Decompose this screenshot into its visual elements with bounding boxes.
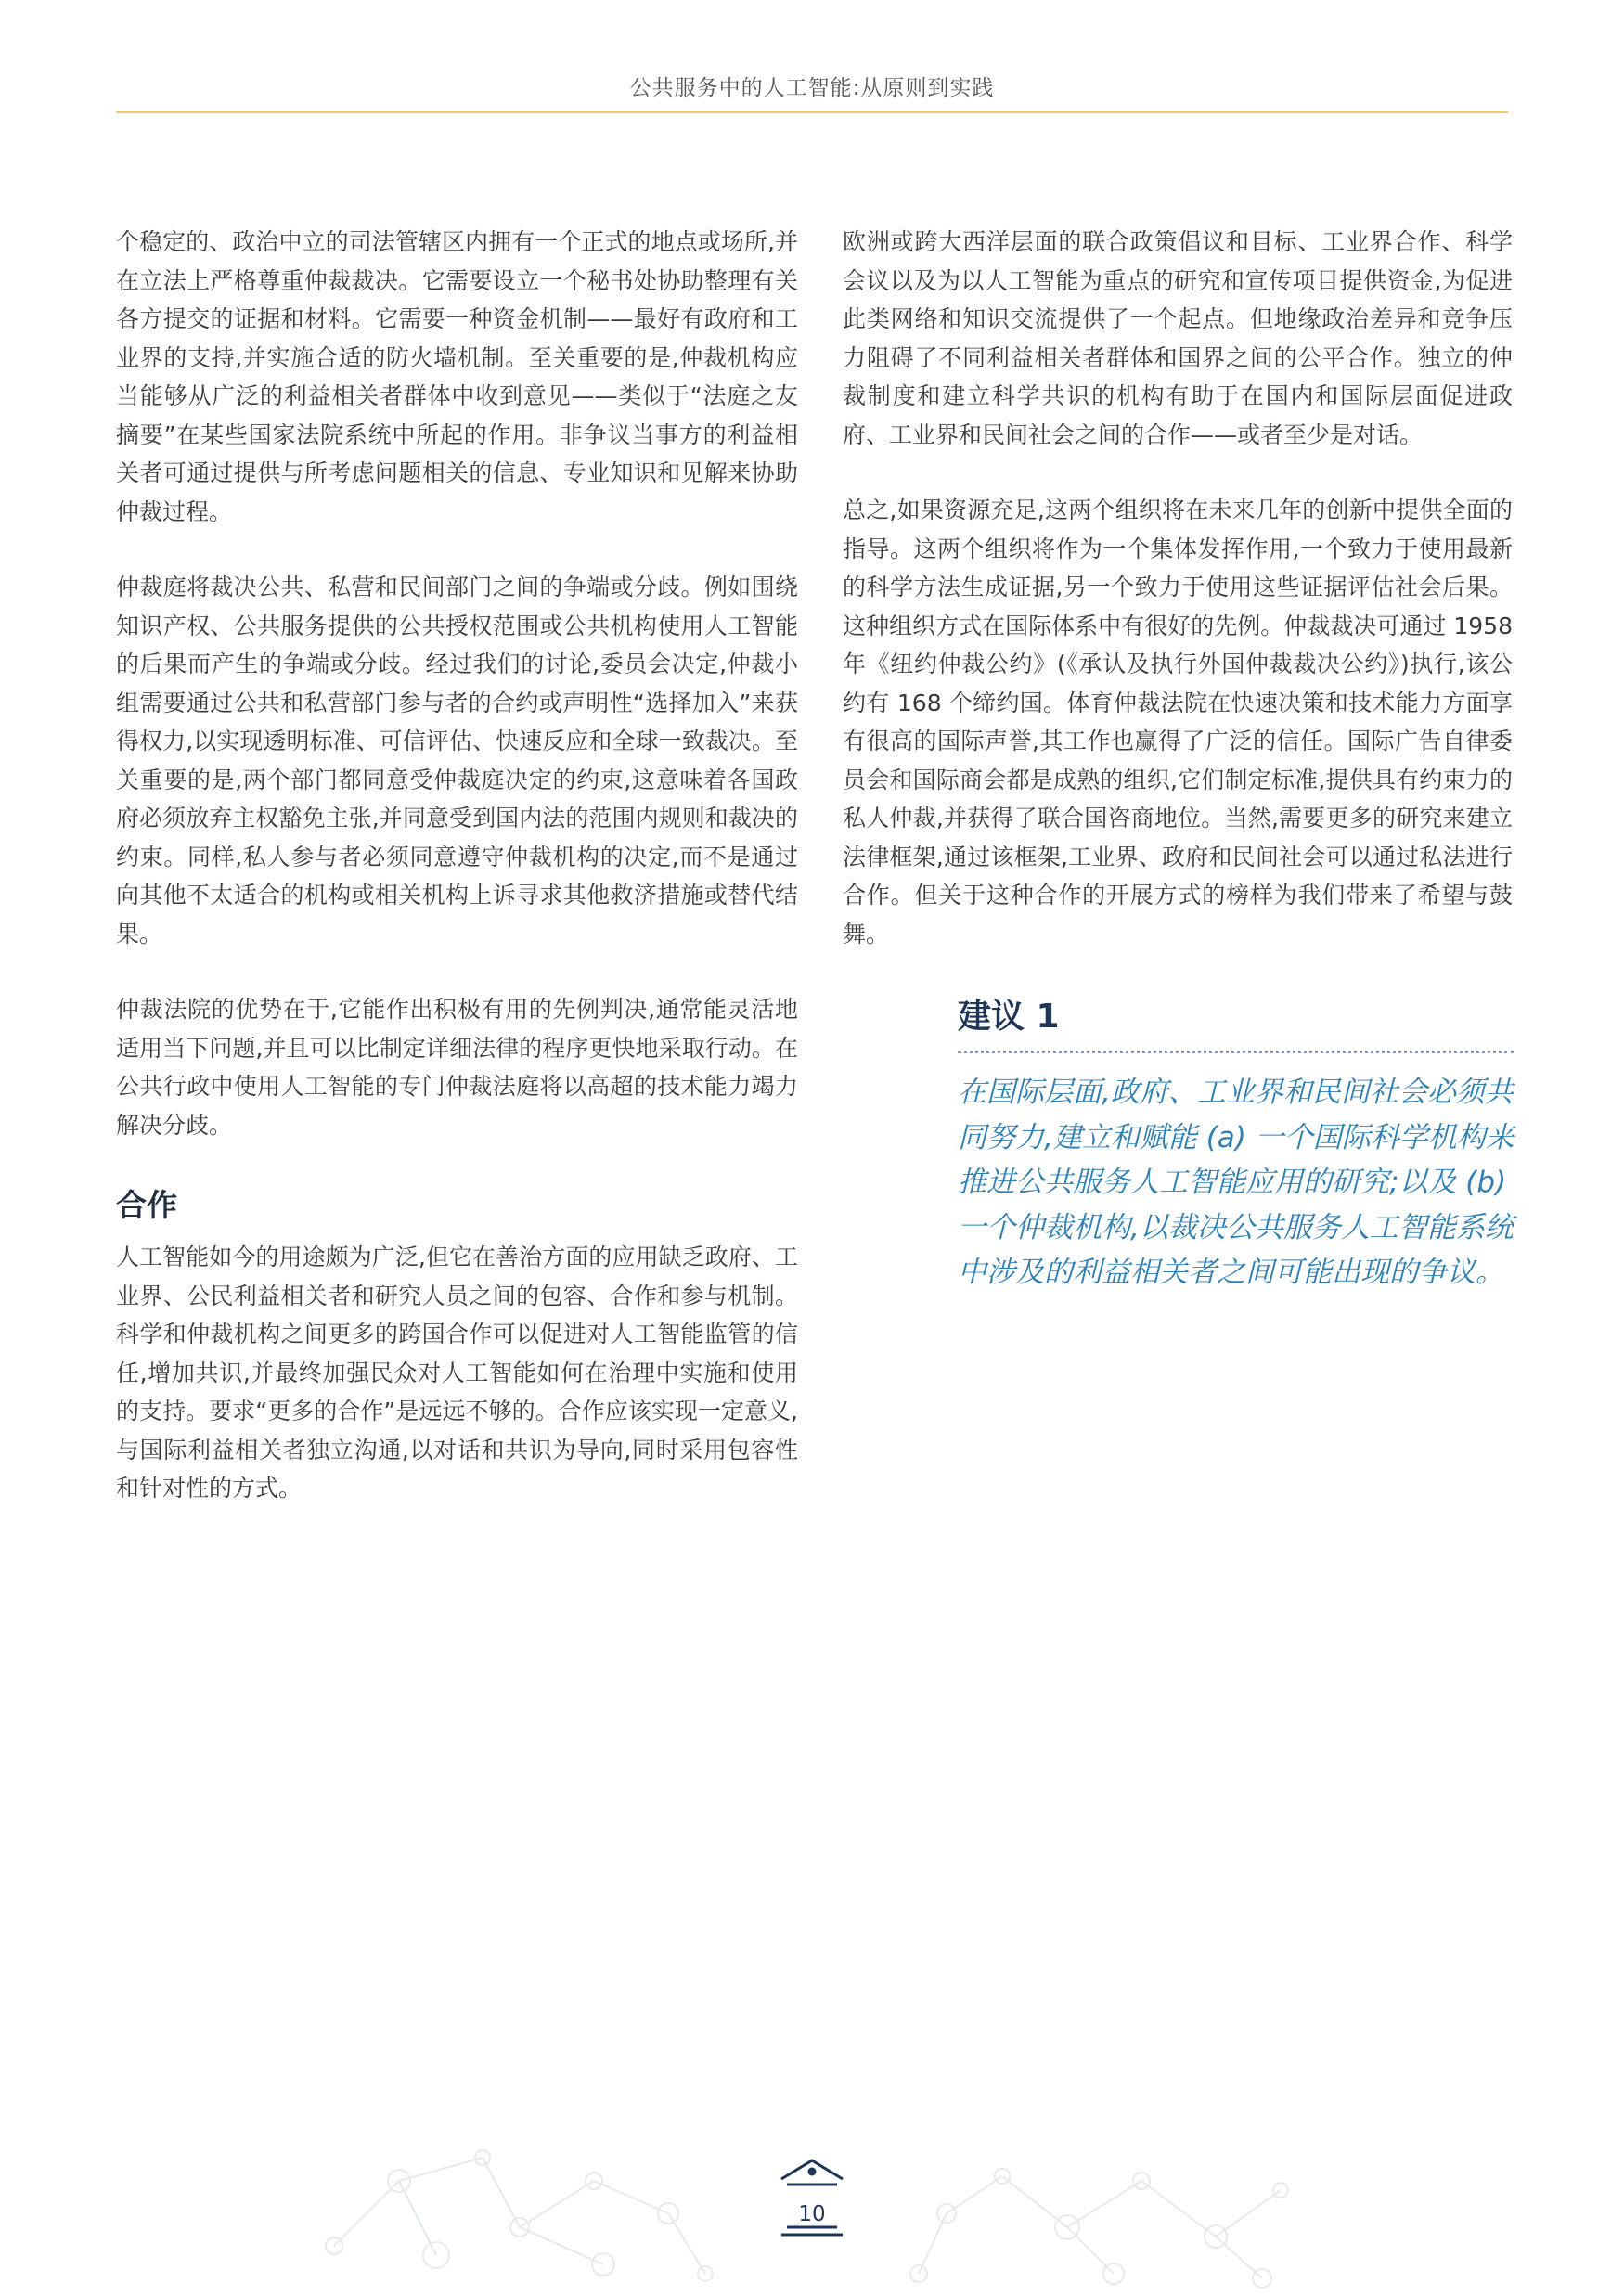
- right-column: [843, 223, 1513, 1296]
- body-paragraph: 仲裁法院的优势在于,它能作出积极有用的先例判决,通常能灵活地适用当下问题,并且可以比制定详细法律的程序更快地采取行动。在公共行政中使用人工智能的专门仲裁法庭将以高超的技术能力竭力解决分歧。: [116, 996, 798, 1139]
- page-number: 10: [798, 2202, 826, 2226]
- body-paragraph: 仲裁庭将裁决公共、私营和民间部门之间的争端或分歧。例如围绕知识产权、公共服务提供的公共授权范围或公共机构使用人工智能的后果而产生的争端或分歧。经过我们的讨论,委员会决定,仲裁小组需要通过公共和私营部门参与者的合约或声明性“选择加入”来获得权力,以实现透明标准、可信评估、快速反应和全球一致裁决。至关重要的是,两个部门都同意受仲裁庭决定的约束,这意味着各国政府必须放弃主权豁免主张,并同意受到国内法的范围内规则和裁决的约束。同样,私人参与者必须同意遵守仲裁机构的决定,而不是通过向其他不太适合的机构或相关机构上诉寻求其他救济措施或替代结果。: [116, 574, 798, 948]
- recommendation-divider: [958, 1051, 1514, 1053]
- left-column: [116, 223, 798, 1545]
- body-paragraph: 个稳定的、政治中立的司法管辖区内拥有一个正式的地点或场所,并在立法上严格尊重仲裁裁决。它需要设立一个秘书处协助整理有关各方提交的证据和材料。它需要一种资金机制——最好有政府和工业界的支持,并实施合适的防火墙机制。至关重要的是,仲裁机构应当能够从广泛的利益相关者群体中收到意见——类似于“法庭之友摘要”在某些国家法院系统中所起的作用。非争议当事方的利益相关者可通过提供与所考虑问题相关的信息、专业知识和见解来协助仲裁过程。: [116, 228, 798, 525]
- recommendation-text: 在国际层面,政府、工业界和民间社会必须共同努力,建立和赋能 (a) 一个国际科学机构来推进公共服务人工智能应用的研究;以及 (b) 一个仲裁机构,以裁决公共服务人工智能系统中涉及的利益相关者之间可能出现的争议。: [958, 1076, 1514, 1289]
- body-paragraph: 总之,如果资源充足,这两个组织将在未来几年的创新中提供全面的指导。这两个组织将作为一个集体发挥作用,一个致力于使用最新的科学方法生成证据,另一个致力于使用这些证据评估社会后果。这种组织方式在国际体系中有很好的先例。仲裁裁决可通过 1958 年《纽约仲裁公约》(《承认及执行外国仲裁裁决公约》)执行,该公约有 168 个缔约国。体育仲裁法院在快速决策和技术能力方面享有很高的国际声誉,其工作也赢得了广泛的信任。国际广告自律委员会和国际商会都是成熟的组织,它们制定标准,提供具有约束力的私人仲裁,并获得了联合国咨商地位。当然,需要更多的研究来建立法律框架,通过该框架,工业界、政府和民间社会可以通过私法进行合作。但关于这种合作的开展方式的榜样为我们带来了希望与鼓舞。: [843, 496, 1513, 948]
- header-divider: [116, 111, 1508, 113]
- running-header: 公共服务中的人工智能:从原则到实践: [629, 76, 995, 100]
- body-paragraph: 欧洲或跨大西洋层面的联合政策倡议和目标、工业界合作、科学会议以及为以人工智能为重点的研究和宣传项目提供资金,为促进此类网络和知识交流提供了一个起点。但地缘政治差异和竞争压力阻碍了不同利益相关者群体和国界之间的公平合作。独立的仲裁制度和建立科学共识的机构有助于在国内和国际层面促进政府、工业界和民间社会之间的合作——或者至少是对话。: [843, 228, 1513, 448]
- body-paragraph: 人工智能如今的用途颇为广泛,但它在善治方面的应用缺乏政府、工业界、公民利益相关者和研究人员之间的包容、合作和参与机制。科学和仲裁机构之间更多的跨国合作可以促进对人工智能监管的信任,增加共识,并最终加强民众对人工智能如何在治理中实施和使用的支持。要求“更多的合作”是远远不够的。合作应该实现一定意义,与国际利益相关者独立沟通,以对话和共识为导向,同时采用包容性和针对性的方式。: [116, 1244, 798, 1502]
- recommendation-box: [958, 990, 1514, 1296]
- section-heading: 合作: [116, 1187, 177, 1223]
- recommendation-title: 建议 1: [958, 998, 1060, 1036]
